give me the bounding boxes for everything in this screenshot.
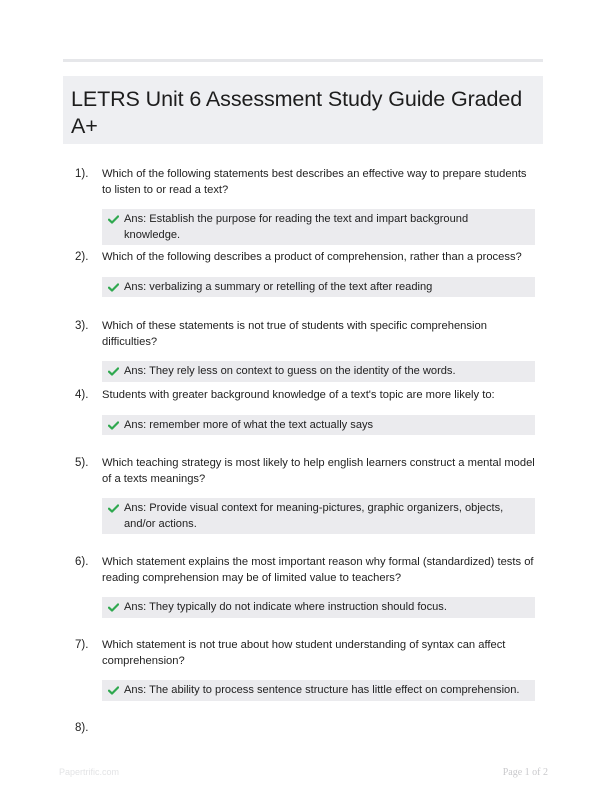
answer-box (102, 498, 535, 534)
question-number: 2). (75, 251, 89, 263)
answer-box (102, 680, 535, 701)
answer-box (102, 597, 535, 618)
answer-text: Ans: remember more of what the text actually says (124, 418, 374, 431)
question-number: 1). (75, 168, 89, 180)
answer-box (102, 277, 535, 298)
check-icon (108, 686, 119, 695)
question-2 (75, 250, 535, 297)
question-number: 4). (75, 389, 89, 401)
answer-box (102, 209, 535, 245)
question-text: Which teaching strategy is most likely to help english learners construct a mental model of a texts meanings? (102, 457, 535, 485)
question-7 (75, 638, 535, 701)
title-banner (63, 76, 543, 144)
question-6 (75, 555, 535, 618)
question-text: Which of the following describes a product of comprehension, rather than a process? (102, 251, 522, 263)
check-icon (108, 367, 119, 376)
question-text: Which statement is not true about how student understanding of syntax can affect comprehension? (102, 639, 506, 667)
question-number: 3). (75, 320, 89, 332)
question-3 (75, 319, 535, 382)
answer-text: Ans: They typically do not indicate where instruction should focus. (124, 601, 447, 613)
page-title: LETRS Unit 6 Assessment Study Guide Graded A+ (71, 87, 523, 138)
answer-text: Ans: The ability to process sentence structure has little effect on comprehension. (124, 684, 520, 696)
footer-site-watermark: Papertrific.com (59, 767, 120, 777)
check-icon (108, 283, 119, 292)
check-icon (108, 215, 119, 224)
answer-box (102, 415, 535, 436)
answer-text: Ans: Establish the purpose for reading the text and impart background knowledge. (124, 213, 469, 241)
answer-text: Ans: verbalizing a summary or retelling of the text after reading (124, 280, 433, 293)
question-1 (75, 167, 535, 245)
question-number: 6). (75, 556, 89, 568)
question-text: Students with greater background knowledge of a text's topic are more likely to: (102, 389, 495, 401)
question-number: 7). (75, 639, 89, 651)
question-number: 5). (75, 457, 89, 469)
question-text: Which of the following statements best describes an effective way to prepare students to listen to or read a text? (102, 168, 527, 196)
answer-text: Ans: They rely less on context to guess on the identity of the words. (124, 365, 456, 377)
question-text: Which statement explains the most important reason why formal (standardized) tests of reading comprehension may be of limited value to teachers? (102, 556, 534, 584)
answer-text: Ans: Provide visual context for meaning-pictures, graphic organizers, objects, and/or actions. (124, 502, 504, 530)
footer-page-number: Page 1 of 2 (502, 767, 548, 778)
check-icon (108, 603, 119, 612)
question-number: 8). (75, 722, 89, 734)
check-icon (108, 421, 119, 430)
question-4 (75, 388, 535, 435)
top-divider (63, 59, 543, 62)
check-icon (108, 504, 119, 513)
answer-box (102, 361, 535, 382)
question-5 (75, 456, 535, 534)
question-text: Which of these statements is not true of students with specific comprehension difficulties? (102, 320, 487, 348)
